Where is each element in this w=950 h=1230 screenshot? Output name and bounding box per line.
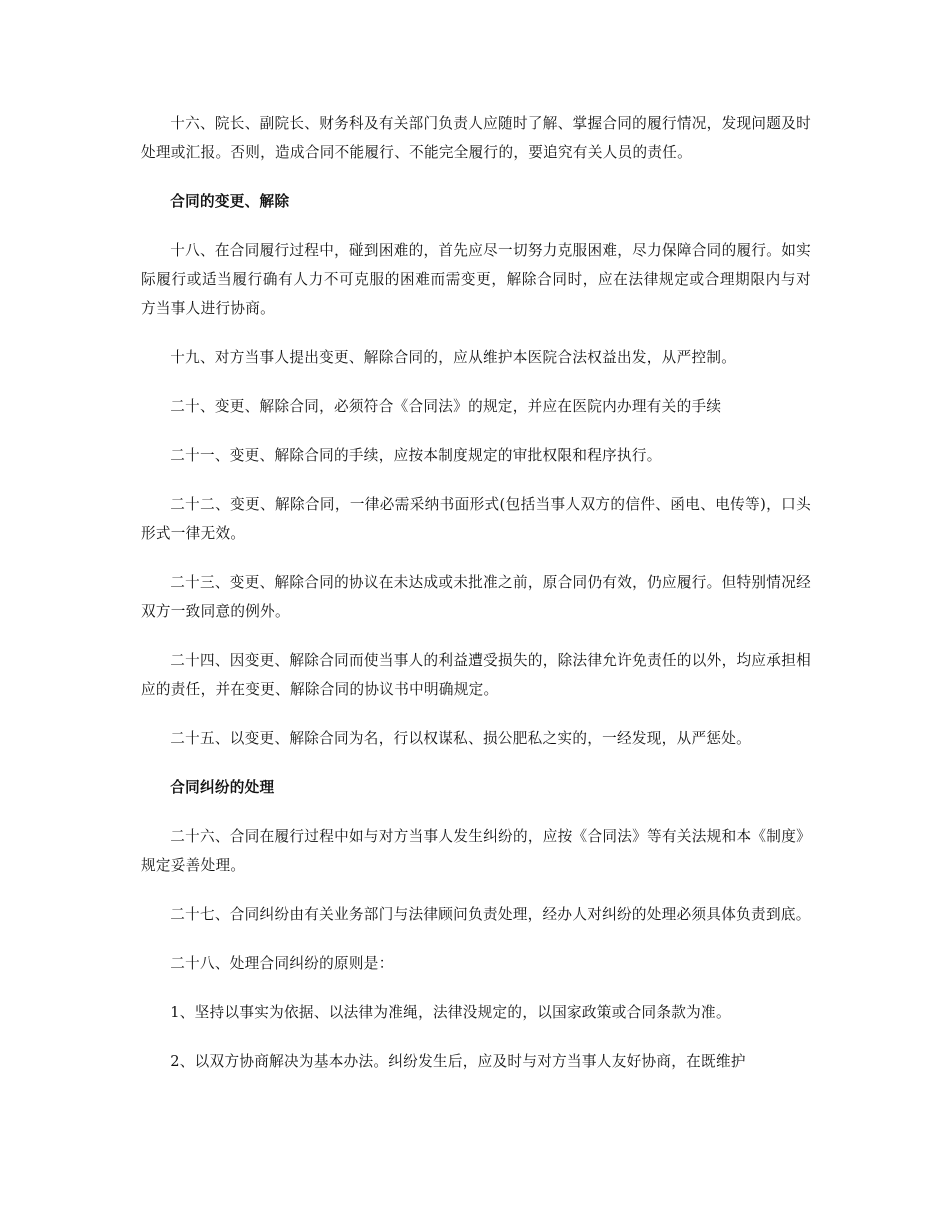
paragraph-20: 二十、变更、解除合同，必须符合《合同法》的规定，并应在医院内办理有关的手续 [170, 398, 722, 415]
paragraph-27: 二十七、合同纠纷由有关业务部门与法律顾问负责处理，经办人对纠纷的处理必须具体负责到底。 [170, 906, 811, 923]
paragraph-25: 二十五、以变更、解除合同为名，行以权谋私、损公肥私之实的，一经发现，从严惩处。 [170, 730, 752, 747]
paragraph-18: 十八、在合同履行过程中，碰到困难的，首先应尽一切努力克服困难，尽力保障合同的履行。如实际履行或适当履行确有人力不可克服的困难而需变更，解除合同时，应在法律规定或合理期限内与对方当事人进行协商。 [141, 242, 811, 317]
paragraph-16: 十六、院长、副院长、财务科及有关部门负责人应随时了解、掌握合同的履行情况，发现问题及时处理或汇报。否则，造成合同不能履行、不能完全履行的，要追究有关人员的责任。 [141, 115, 811, 161]
paragraph-23: 二十三、变更、解除合同的协议在未达成或未批准之前，原合同仍有效，仍应履行。但特别情况经双方一致同意的例外。 [141, 574, 811, 620]
list-item-1: 1、坚持以事实为依据、以法律为准绳，法律没规定的，以国家政策或合同条款为准。 [170, 1004, 731, 1021]
paragraph-28: 二十八、处理合同纠纷的原则是： [170, 955, 394, 972]
section-heading-dispute-handling: 合同纠纷的处理 [170, 779, 275, 796]
paragraph-24: 二十四、因变更、解除合同而使当事人的利益遭受损失的，除法律允许免责任的以外，均应承担相应的责任，并在变更、解除合同的协议书中明确规定。 [141, 652, 811, 698]
paragraph-19: 十九、对方当事人提出变更、解除合同的，应从维护本医院合法权益出发，从严控制。 [170, 349, 737, 366]
list-item-2: 2、以双方协商解决为基本办法。纠纷发生后，应及时与对方当事人友好协商，在既维护 [170, 1053, 746, 1070]
document-body [141, 109, 811, 1096]
section-heading-change-termination: 合同的变更、解除 [170, 193, 290, 210]
paragraph-21: 二十一、变更、解除合同的手续，应按本制度规定的审批权限和程序执行。 [170, 447, 662, 464]
paragraph-22: 二十二、变更、解除合同，一律必需采纳书面形式(包括当事人双方的信件、函电、电传等)，口头形式一律无效。 [141, 496, 811, 542]
paragraph-26: 二十六、合同在履行过程中如与对方当事人发生纠纷的，应按《合同法》等有关法规和本《制度》规定妥善处理。 [141, 828, 811, 874]
